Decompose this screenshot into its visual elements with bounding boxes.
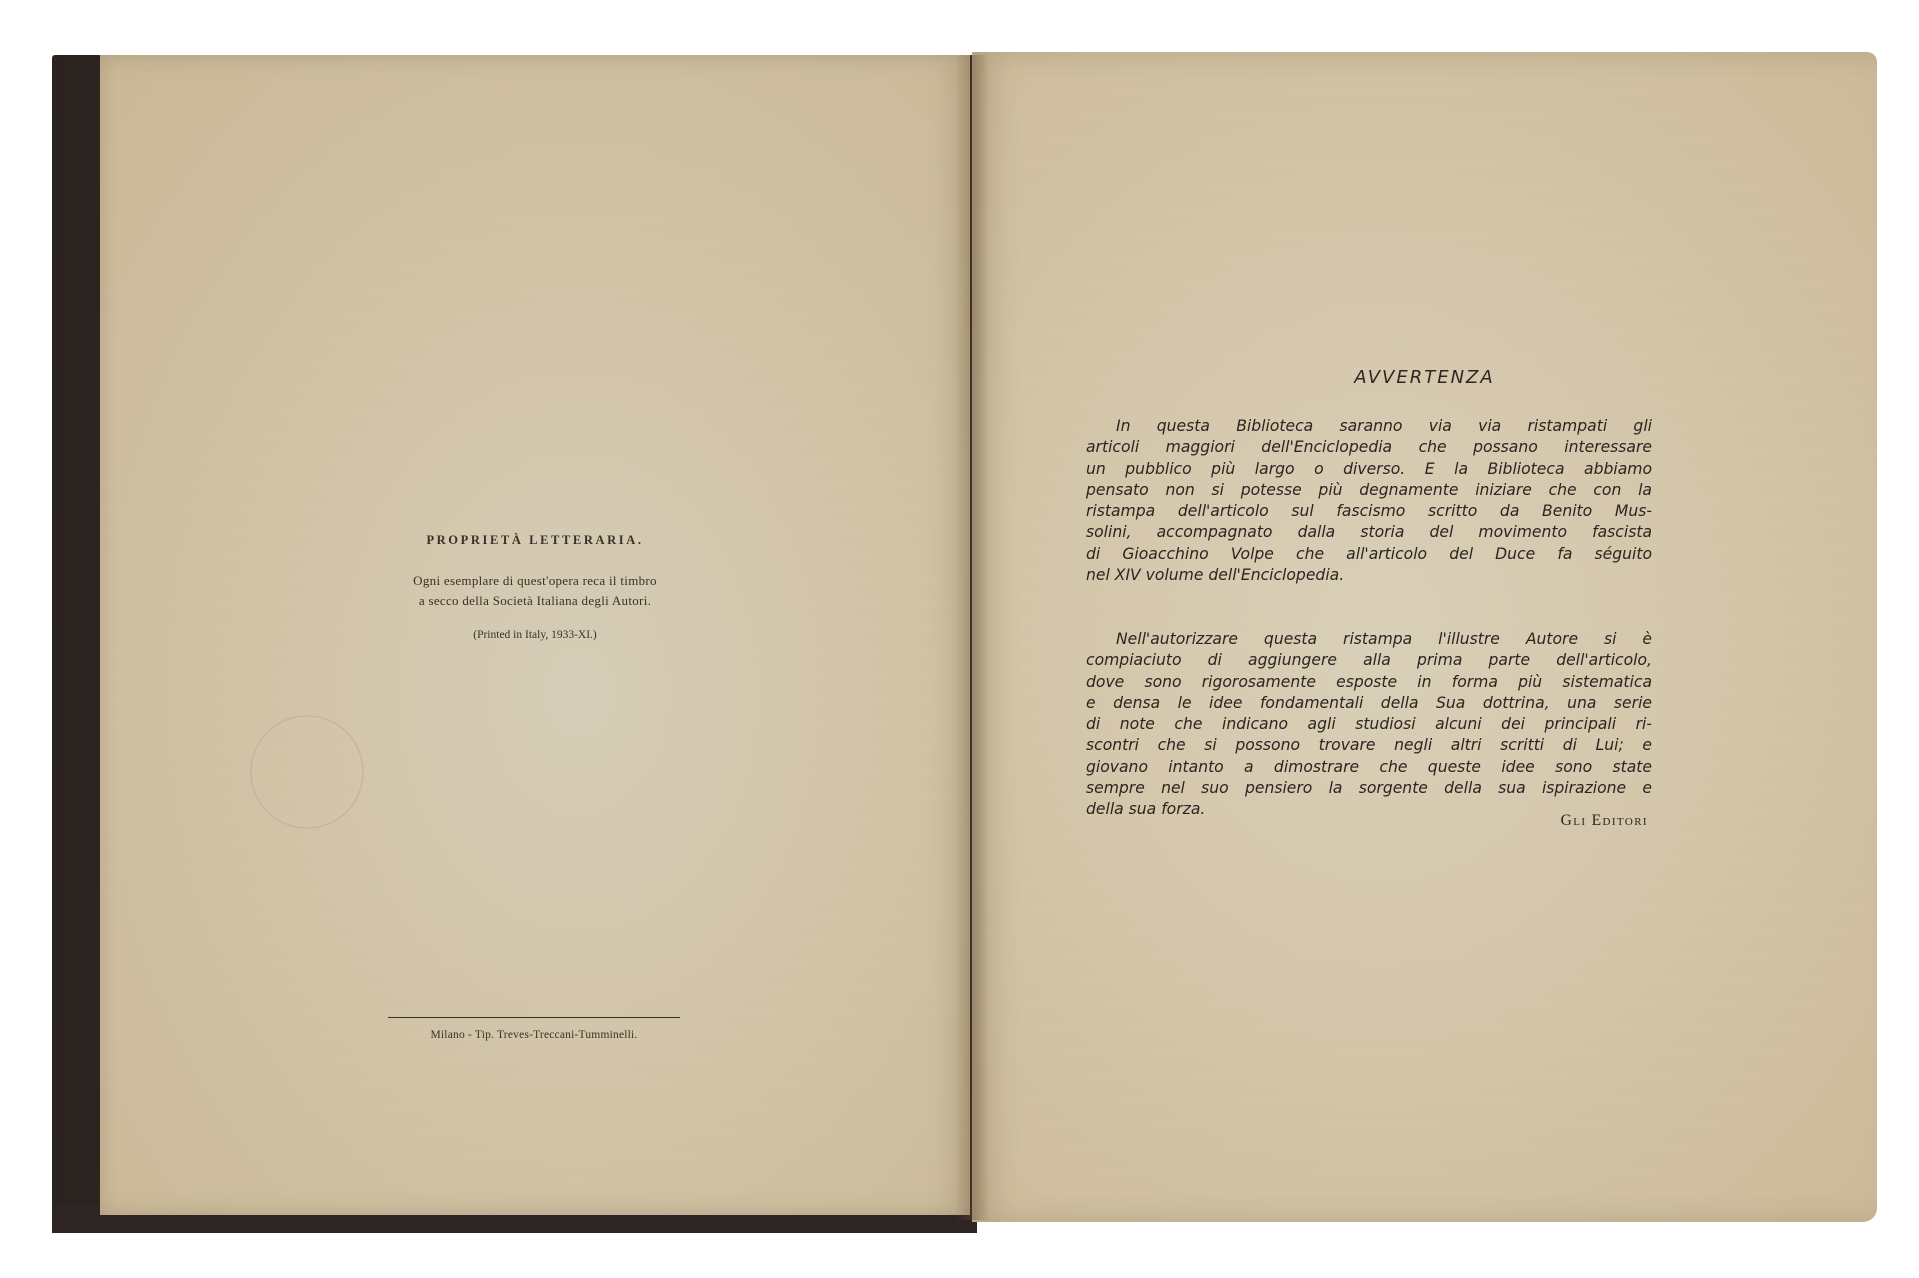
paragraph-line: di Gioacchino Volpe che all'articolo del Duce fa séguito (1086, 544, 1652, 563)
book-gutter (955, 55, 989, 1220)
paragraph-2 (1086, 629, 1652, 821)
paragraph-line: scontri che si possono trovare negli altri scritti di Lui; e (1086, 736, 1652, 755)
left-page (100, 55, 970, 1215)
paragraph-line: compiaciuto di aggiungere alla prima parte dell'articolo, (1086, 651, 1652, 670)
copyright-title: PROPRIETÀ LETTERARIA. (426, 533, 644, 547)
paragraph-line: un pubblico più largo o diverso. E la Biblioteca abbiamo (1086, 459, 1652, 478)
paragraph-1 (1086, 416, 1652, 586)
paragraph-line: dove sono rigorosamente esposte in forma più sistematica (1086, 672, 1652, 691)
printer-rule (388, 1017, 680, 1018)
paragraph-line: pensato non si potesse più degnamente iniziare che con la (1086, 480, 1652, 499)
paragraph-line: solini, accompagnato dalla storia del movimento fascista (1086, 523, 1652, 542)
embossed-stamp (250, 715, 364, 829)
paragraph-line: nel XIV volume dell'Enciclopedia. (1086, 566, 1345, 585)
page-heading: AVVERTENZA (1354, 367, 1495, 388)
paragraph-line: Nell'autorizzare questa ristampa l'illustre Autore si è (1116, 630, 1652, 648)
copyright-line-1: Ogni esemplare di quest'opera reca il timbro (413, 573, 657, 588)
paragraph-line: giovano intanto a dimostrare che queste idee sono state (1086, 757, 1652, 776)
printer-imprint: Milano - Tip. Treves-Treccani-Tumminelli. (430, 1029, 638, 1041)
paragraph-line: di note che indicano agli studiosi alcuni dei principali ri- (1086, 715, 1652, 734)
paragraph-line: e densa le idee fondamentali della Sua dottrina, una serie (1086, 693, 1652, 712)
paragraph-line: della sua forza. (1086, 800, 1206, 819)
paragraph-line: In questa Biblioteca saranno via via ristampati gli (1116, 417, 1652, 435)
right-page (972, 52, 1877, 1222)
paragraph-line: articoli maggiori dell'Enciclopedia che possano interessare (1086, 438, 1652, 457)
copyright-line-2: a secco della Società Italiana degli Autori. (418, 593, 652, 608)
paragraph-line: sempre nel suo pensiero la sorgente della sua ispirazione e (1086, 779, 1652, 798)
printed-note: (Printed in Italy, 1933-XI.) (473, 629, 597, 641)
signature: Gli Editori (1560, 812, 1648, 829)
paragraph-line: ristampa dell'articolo sul fascismo scritto da Benito Mus- (1086, 502, 1652, 521)
